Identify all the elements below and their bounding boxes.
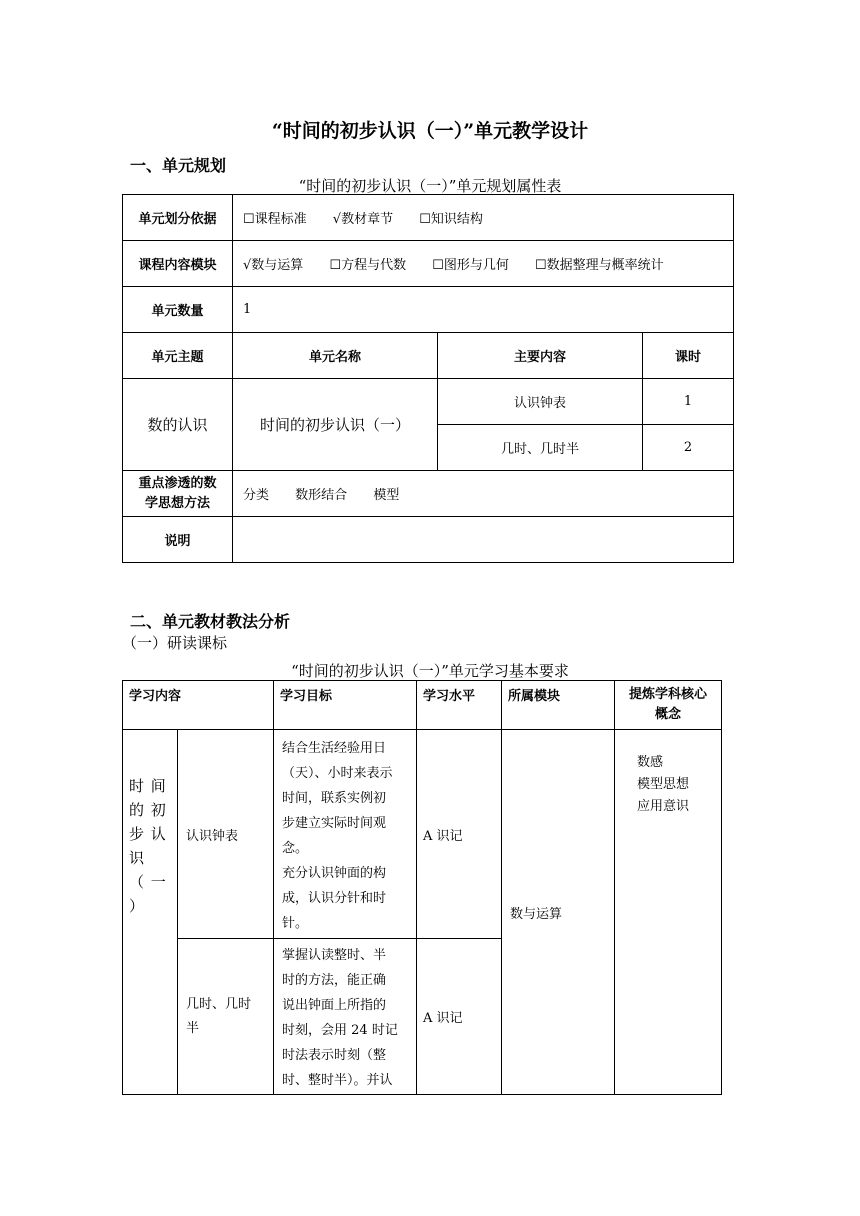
note-value bbox=[233, 517, 734, 563]
module-option: ☐图形与几何 bbox=[432, 258, 509, 273]
document-title: “时间的初步认识（一）”单元教学设计 bbox=[271, 120, 589, 142]
unit-name-line: （ 一 bbox=[129, 873, 167, 891]
note-label: 说明 bbox=[123, 517, 233, 563]
topic-line: 半 bbox=[186, 1020, 200, 1036]
core-concept-item: 数感 bbox=[637, 755, 664, 770]
basis-options bbox=[233, 195, 734, 241]
header-learning-goal: 学习目标 bbox=[274, 681, 417, 730]
header-learning-level: 学习水平 bbox=[417, 681, 502, 730]
header-hours: 课时 bbox=[643, 333, 734, 379]
method-item: 分类 bbox=[243, 488, 270, 503]
topic-cell: 认识钟表 bbox=[178, 730, 274, 939]
level-cell: A 识记 bbox=[417, 939, 502, 1095]
goal-line: 充分认识钟面的构 bbox=[282, 866, 387, 881]
core-concept-cell bbox=[615, 730, 722, 1095]
goal-cell bbox=[274, 939, 417, 1095]
goal-line: 步建立实际时间观 bbox=[282, 816, 387, 831]
module-option: ☐方程与代数 bbox=[329, 258, 407, 273]
basis-option: ☐课程标准 bbox=[243, 212, 307, 227]
goal-line: 时法表示时刻（整 bbox=[282, 1048, 387, 1063]
unit-name-line: 的 初 bbox=[129, 801, 167, 819]
subsection-heading: （一）研读课标 bbox=[122, 634, 228, 652]
planning-table-caption: “时间的初步认识（一）”单元规划属性表 bbox=[298, 177, 562, 195]
header-unit-name: 单元名称 bbox=[233, 333, 438, 379]
method-item: 数形结合 bbox=[295, 488, 348, 503]
goal-line: 时刻，会用 24 时记 bbox=[282, 1023, 398, 1038]
unit-theme: 数的认识 bbox=[123, 379, 233, 471]
topic-line: 几时、几时 bbox=[186, 996, 252, 1012]
content-hours: 2 bbox=[643, 425, 734, 471]
header-core-concept bbox=[615, 681, 722, 730]
topic-cell bbox=[178, 939, 274, 1095]
module-label: 课程内容模块 bbox=[123, 241, 233, 287]
goal-line: 掌握认读整时、半 bbox=[282, 948, 387, 963]
core-concept-item: 模型思想 bbox=[637, 777, 690, 792]
method-item: 模型 bbox=[373, 488, 400, 503]
goal-line: 念。 bbox=[282, 841, 309, 856]
basis-option: ☐知识结构 bbox=[419, 212, 483, 227]
unit-name-line: ） bbox=[129, 897, 146, 915]
unit-name-line: 识 bbox=[129, 849, 146, 867]
method-label bbox=[123, 471, 233, 517]
header-learning-content: 学习内容 bbox=[123, 681, 274, 730]
method-items bbox=[233, 471, 734, 517]
goal-line: 时、整时半）。并认 bbox=[282, 1073, 393, 1088]
goal-line: （天）、小时来表示 bbox=[282, 766, 393, 781]
content-item: 认识钟表 bbox=[438, 379, 643, 425]
requirements-table-caption: “时间的初步认识（一）”单元学习基本要求 bbox=[291, 662, 569, 680]
module-options bbox=[233, 241, 734, 287]
header-core-line: 概念 bbox=[655, 707, 682, 722]
header-main-content: 主要内容 bbox=[438, 333, 643, 379]
count-value: 1 bbox=[233, 287, 734, 333]
header-core-line: 提炼学科核心 bbox=[629, 687, 708, 702]
unit-name: 时间的初步认识（一） bbox=[233, 379, 438, 471]
core-concept-item: 应用意识 bbox=[637, 799, 690, 814]
unit-planning-table bbox=[122, 194, 734, 563]
learning-requirements-table bbox=[122, 680, 722, 1095]
module-option: ☐数据整理与概率统计 bbox=[535, 258, 664, 273]
goal-line: 针。 bbox=[282, 916, 309, 931]
unit-name-line: 步 认 bbox=[129, 825, 167, 843]
section-heading-analysis: 二、单元教材教法分析 bbox=[130, 612, 291, 631]
basis-label: 单元划分依据 bbox=[123, 195, 233, 241]
method-label-line: 重点渗透的数 bbox=[138, 475, 217, 491]
method-label-line: 学思想方法 bbox=[144, 495, 210, 511]
goal-line: 时的方法，能正确 bbox=[282, 973, 387, 988]
unit-name-vertical bbox=[123, 730, 178, 1095]
section-heading-planning: 一、单元规划 bbox=[130, 156, 227, 175]
goal-cell bbox=[274, 730, 417, 939]
header-module: 所属模块 bbox=[502, 681, 615, 730]
module-option: √数与运算 bbox=[243, 258, 304, 273]
content-hours: 1 bbox=[643, 379, 734, 425]
level-cell: A 识记 bbox=[417, 730, 502, 939]
module-cell: 数与运算 bbox=[502, 730, 615, 1095]
goal-line: 成，认识分针和时 bbox=[282, 891, 387, 906]
goal-line: 说出钟面上所指的 bbox=[282, 998, 387, 1013]
basis-option: √教材章节 bbox=[332, 212, 394, 227]
count-label: 单元数量 bbox=[123, 287, 233, 333]
unit-name-line: 时 间 bbox=[129, 777, 167, 795]
goal-line: 时间，联系实例初 bbox=[282, 791, 387, 806]
content-item: 几时、几时半 bbox=[438, 425, 643, 471]
goal-line: 结合生活经验用日 bbox=[282, 741, 387, 756]
header-theme: 单元主题 bbox=[123, 333, 233, 379]
